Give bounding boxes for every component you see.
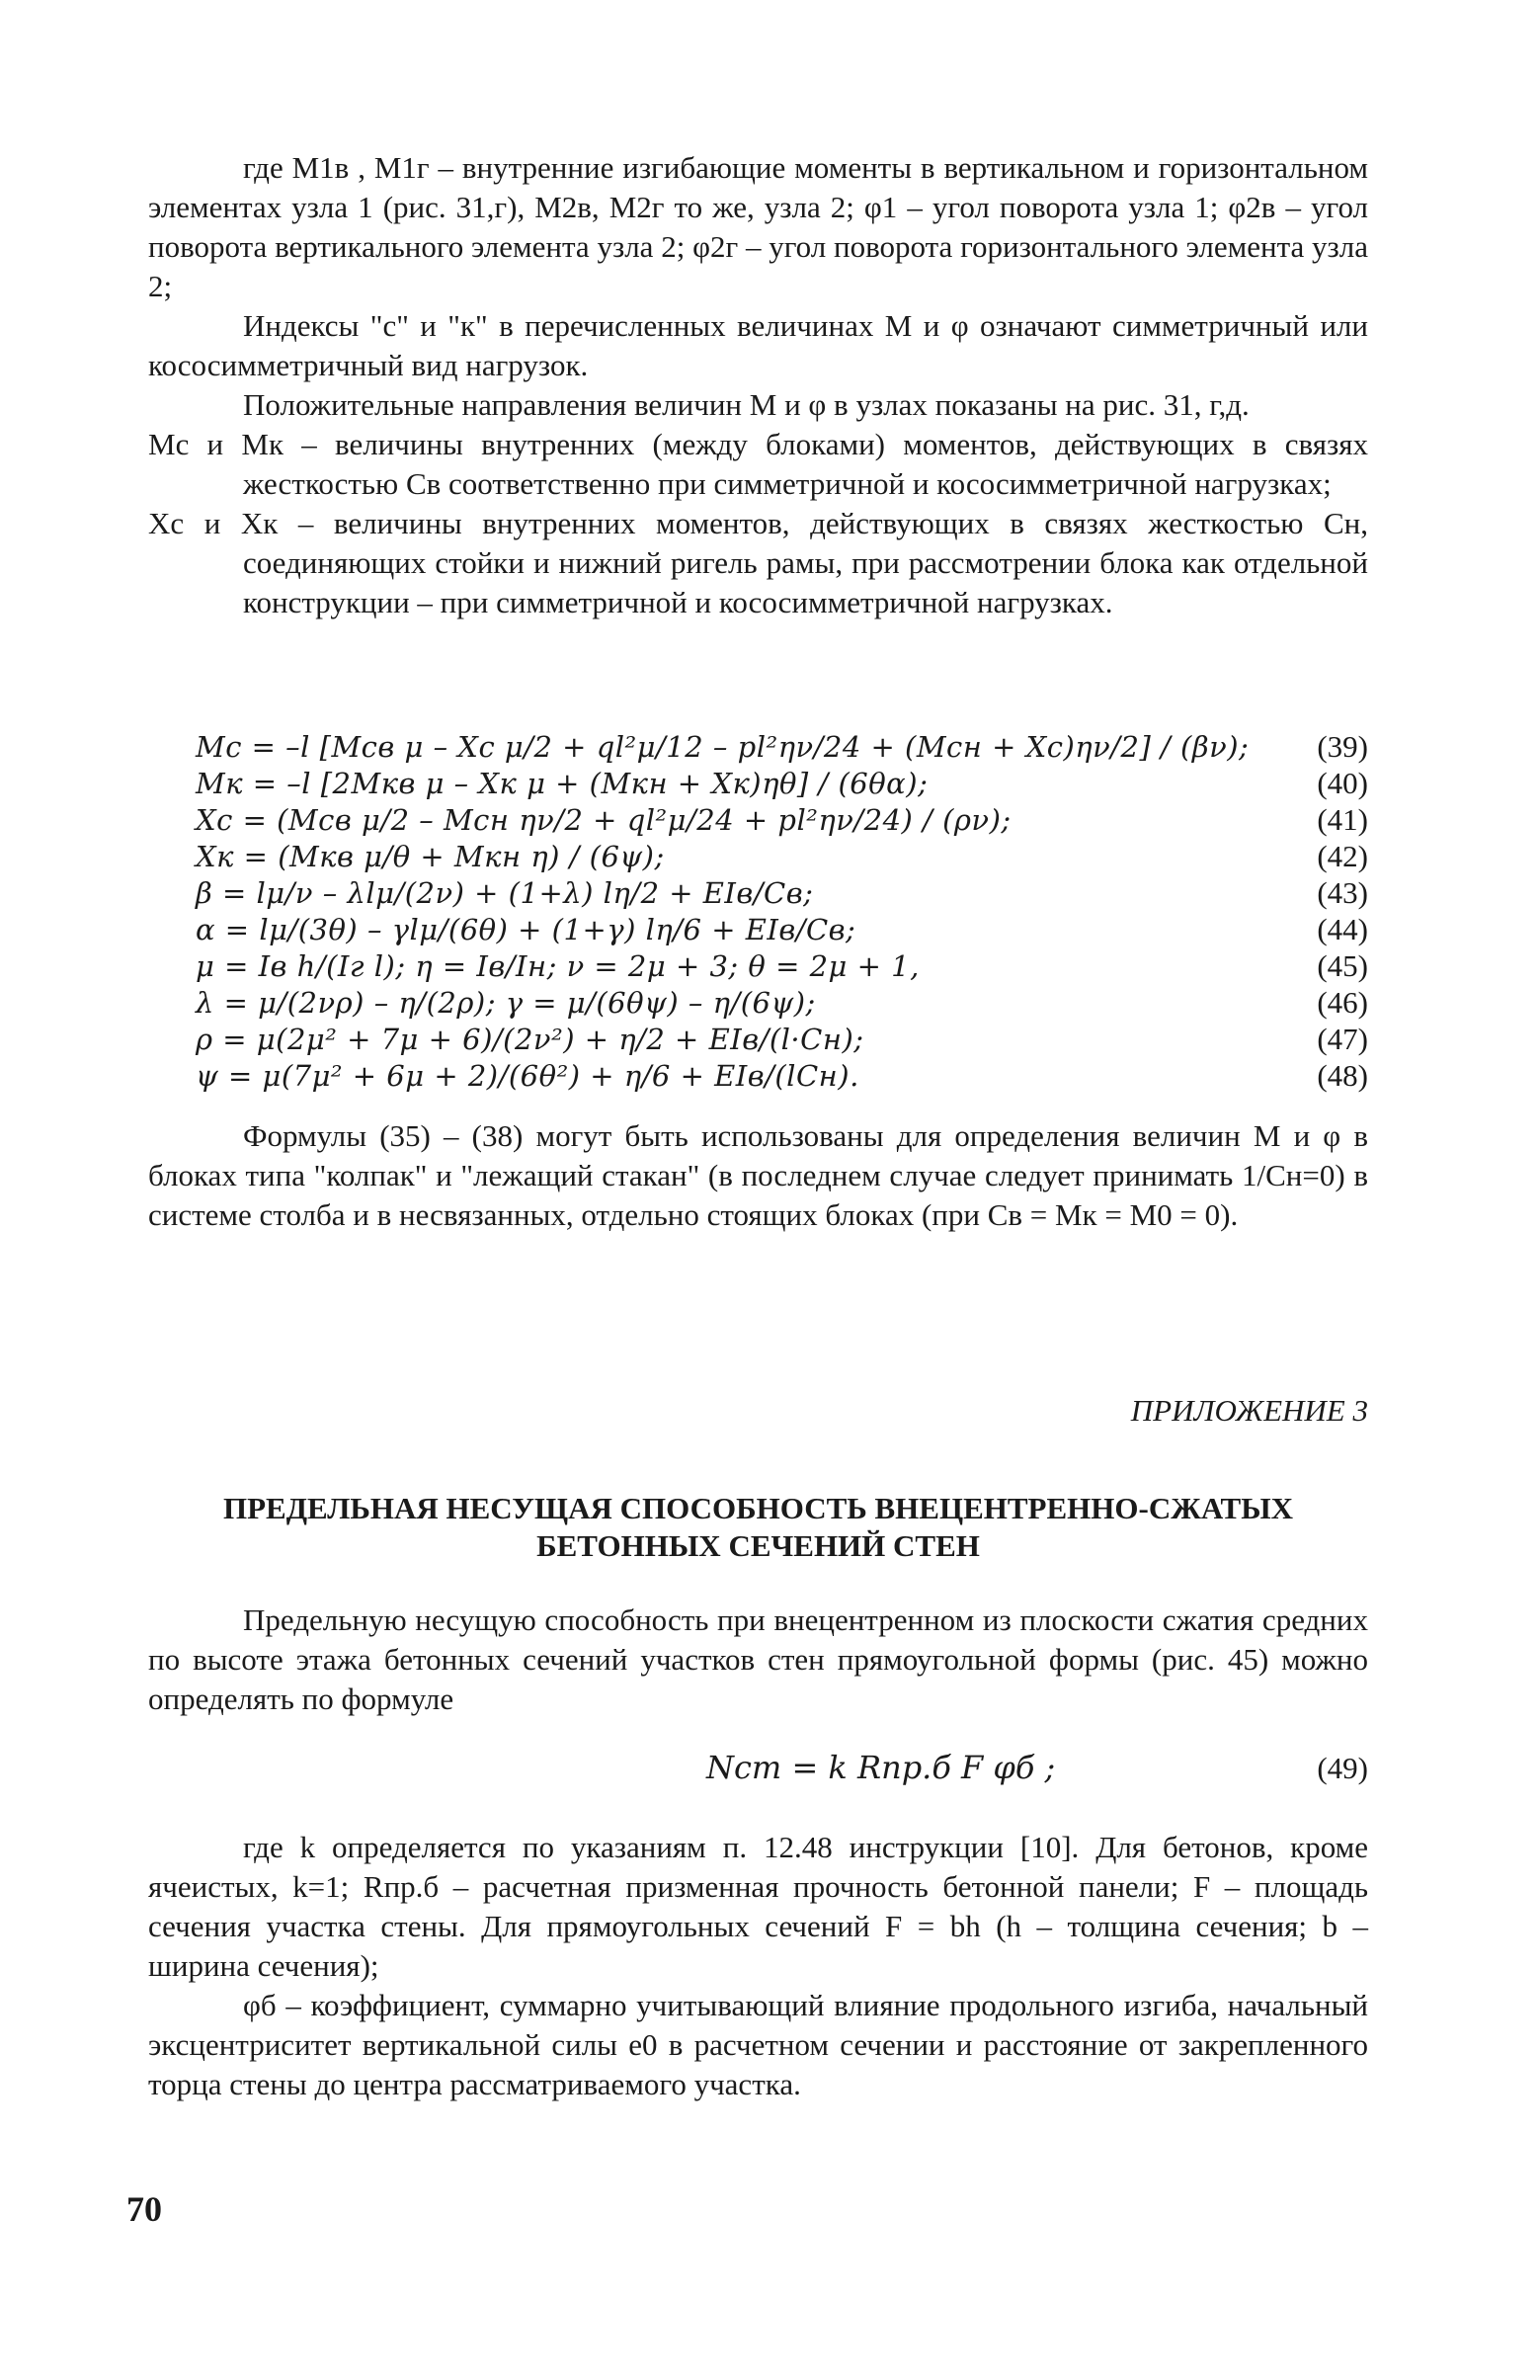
- formula-number: (47): [1317, 1022, 1368, 1056]
- formula-row: [196, 948, 1368, 985]
- paragraph-bearing-capacity: Предельную несущую способность при внецентренном из плоскости сжатия средних по высоте этажа бетонных сечений участков стен прямоугольной формы (рис. 45) можно определять по формуле: [148, 1602, 1368, 1716]
- formula-number: (44): [1317, 912, 1368, 946]
- formula-row: [196, 875, 1368, 912]
- formula-text: Mc = –l [Mcв μ – Xc μ/2 + ql²μ/12 – pl²ην/24 + (Mcн + Xc)ην/2] / (βν);: [196, 730, 1250, 764]
- formula-row: [196, 766, 1368, 802]
- formula-row: [196, 1058, 1368, 1095]
- formula-row: [196, 729, 1368, 766]
- formula-row: [196, 839, 1368, 875]
- formula-number: (43): [1317, 875, 1368, 910]
- formula-number: (41): [1317, 802, 1368, 837]
- paragraph-xc-xk: Xc и Xк – величины внутренних моментов, действующих в связях жесткостью Cн, соединяющих стойки и нижний ригель рамы, при рассмотрении блока как отдельной конструкции – при симметричной и кососимметричной нагрузках.: [148, 506, 1368, 619]
- formula-text: μ = Iв h/(Iг l); η = Iв/Iн; ν = 2μ + 3; θ = 2μ + 1,: [196, 949, 920, 983]
- paragraph-moments-definition: где M1в , M1г – внутренние изгибающие моменты в вертикальном и горизонтальном элементах узла 1 (рис. 31,г), M2в, M2г то же, узла 2; φ1 – угол поворота узла 1; φ2в – угол поворота вертикального элемента узла 2; φ2г – угол поворота горизонтального элемента узла 2;: [148, 150, 1368, 303]
- paragraph-formulas-usage: Формулы (35) – (38) могут быть использованы для определения величин M и φ в блоках типа "колпак" и "лежащий стакан" (в последнем случае следует принимать 1/Cн=0) в системе столба и в несвязанных, отдельно стоящих блоках (при Cв = Mк = M0 = 0).: [148, 1118, 1368, 1232]
- formulas-usage-block: [148, 1116, 1368, 1235]
- formula-number: (46): [1317, 985, 1368, 1020]
- formula-list: [196, 729, 1368, 1095]
- formula-number: (39): [1317, 729, 1368, 764]
- paragraph-k-definition: где k определяется по указаниям п. 12.48 инструкции [10]. Для бетонов, кроме ячеистых, k=1; Rпр.б – расчетная призменная прочность бетонной панели; F – площадь сечения участка стены. Для прямоугольных сечений F = bh (h – толщина сечения; b – ширина сечения);: [148, 1830, 1368, 1983]
- formula-text: Nст = k Rпр.б F φб ;: [706, 1749, 1056, 1786]
- formula-row: [196, 985, 1368, 1022]
- formula-text: Xc = (Mcв μ/2 – Mcн ην/2 + ql²μ/24 + pl²ην/24) / (ρν);: [196, 803, 1012, 837]
- formula-49: [148, 1749, 1368, 1794]
- paragraph-indices: Индексы "с" и "к" в перечисленных величинах M и φ означают симметричный или кососимметричный вид нагрузок.: [148, 308, 1368, 382]
- section-title: [148, 1490, 1368, 1565]
- paragraph-positive-directions: Положительные направления величин M и φ в узлах показаны на рис. 31, г,д.: [243, 387, 1250, 422]
- formula-text: Mк = –l [2Mкв μ – Xк μ + (Mкн + Xк)ηθ] / (6θα);: [196, 767, 929, 800]
- formula-number: (45): [1317, 948, 1368, 983]
- paragraph-mc-mk: Mc и Mк – величины внутренних (между блоками) моментов, действующих в связях жесткостью Cв соответственно при симметричной и кососимметричной нагрузках;: [148, 427, 1368, 501]
- section-title-line: БЕТОННЫХ СЕЧЕНИЙ СТЕН: [536, 1528, 980, 1563]
- formula-row: [196, 802, 1368, 839]
- formula-number: (48): [1317, 1058, 1368, 1093]
- bearing-capacity-block: [148, 1600, 1368, 1719]
- section-title-line: ПРЕДЕЛЬНАЯ НЕСУЩАЯ СПОСОБНОСТЬ ВНЕЦЕНТРЕННО-СЖАТЫХ: [222, 1491, 1294, 1525]
- formula-text: ρ = μ(2μ² + 7μ + 6)/(2ν²) + η/2 + EIв/(l·Cн);: [196, 1023, 864, 1056]
- definitions-block: [148, 148, 1368, 622]
- formula-text: Xк = (Mкв μ/θ + Mкн η) / (6ψ);: [196, 840, 665, 873]
- appendix-label: ПРИЛОЖЕНИЕ 3: [1130, 1393, 1368, 1428]
- formula-text: β = lμ/ν – λlμ/(2ν) + (1+λ) lη/2 + EIв/Cв;: [196, 876, 814, 910]
- paragraph-phi-definition: φб – коэффициент, суммарно учитывающий влияние продольного изгиба, начальный эксцентриситет вертикальной силы e0 в расчетном сечении и расстояние от закрепленного торца стены до центра рассматриваемого участка.: [148, 1988, 1368, 2101]
- formula-row: [196, 912, 1368, 948]
- formula-text: λ = μ/(2νρ) – η/(2ρ); γ = μ/(6θψ) – η/(6ψ);: [196, 986, 816, 1020]
- formula-text: ψ = μ(7μ² + 6μ + 2)/(6θ²) + η/6 + EIв/(lCн).: [196, 1059, 859, 1093]
- notation-block: [148, 1828, 1368, 2104]
- formula-number: (49): [1317, 1751, 1368, 1785]
- formula-number: (42): [1317, 839, 1368, 873]
- formula-text: α = lμ/(3θ) – γlμ/(6θ) + (1+γ) lη/6 + EIв/Cв;: [196, 913, 856, 946]
- page-number: 70: [126, 2189, 162, 2229]
- formula-number: (40): [1317, 766, 1368, 800]
- formula-row: [196, 1022, 1368, 1058]
